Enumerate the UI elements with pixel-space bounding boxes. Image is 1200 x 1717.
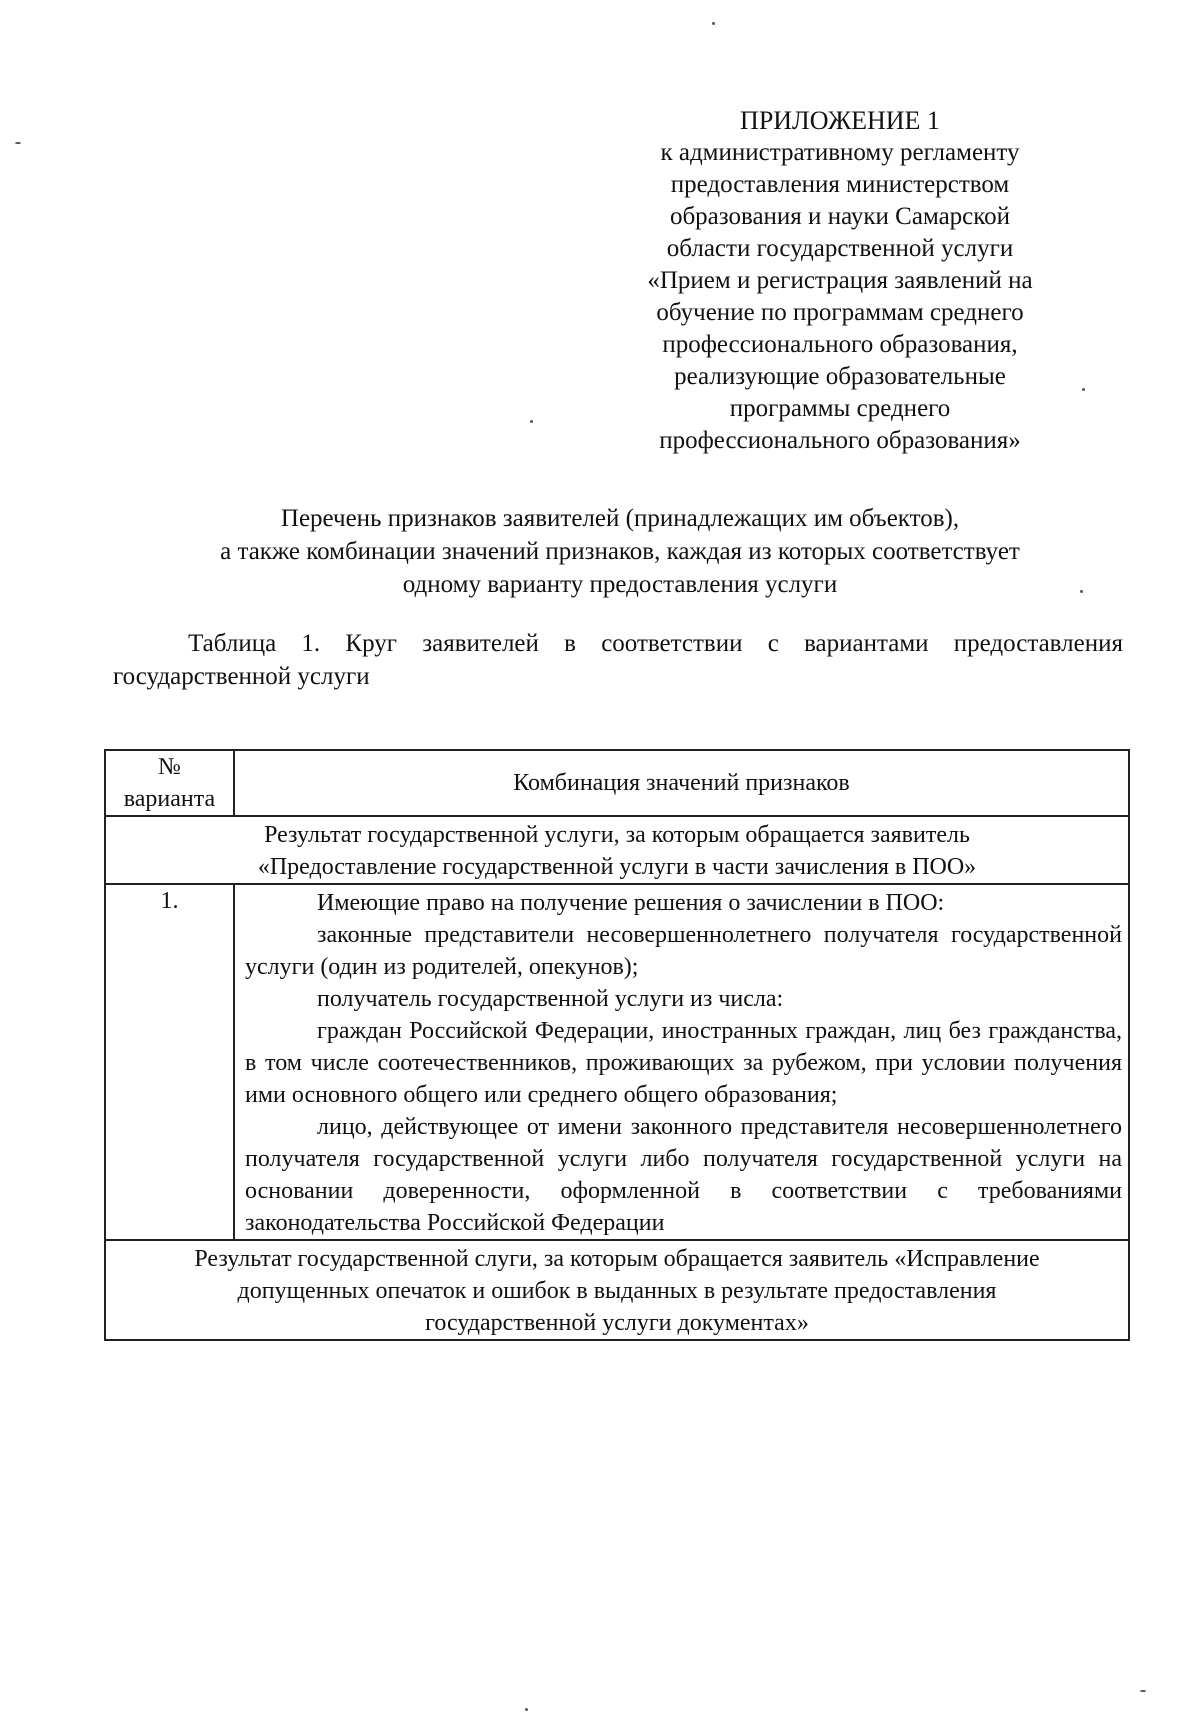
section-row-enrollment xyxy=(105,816,1129,884)
title-line: Перечень признаков заявителей (принадлежащих им объектов), xyxy=(280,505,960,532)
section-corrections-cell xyxy=(105,1240,1129,1340)
combination-paragraph: Имеющие право на получение решения о зачислении в ПОО: xyxy=(317,890,945,916)
appendix-line: реализующие образовательные xyxy=(674,363,1006,390)
appendix-line: обучение по программам среднего xyxy=(656,299,1024,326)
title-line: одному варианту предоставления услуги xyxy=(402,571,838,598)
appendix-line: области государственной услуги xyxy=(666,235,1014,262)
table-header-row xyxy=(105,750,1129,816)
combination-paragraph: граждан Российской Федерации, иностранных граждан, лиц без гражданства, в том числе соотечественников, проживающих за рубежом, при условии получения ими основного общего или среднего общего образования; xyxy=(245,1018,1122,1108)
combination-paragraph: получатель государственной услуги из числа: xyxy=(317,986,784,1012)
scan-speck xyxy=(1082,388,1085,391)
scan-speck xyxy=(712,22,715,25)
combination-paragraph: лицо, действующее от имени законного представителя несовершеннолетнего получателя государственной услуги либо получателя государственной услуги на основании доверенности, оформленной в соответствии с требованиями законодательства Российской Федерации xyxy=(245,1114,1122,1236)
header-num-symbol: № xyxy=(158,754,181,780)
document-title xyxy=(100,502,1140,601)
table-caption xyxy=(113,627,1123,693)
variant-number-cell: 1. xyxy=(105,884,234,1240)
appendix-line: «Прием и регистрация заявлений на xyxy=(647,267,1033,294)
scan-speck xyxy=(15,142,21,144)
section-line: «Предоставление государственной услуги в части зачисления в ПОО» xyxy=(257,854,977,880)
caption-line-2: государственной услуги xyxy=(113,663,370,690)
scan-speck xyxy=(1140,1690,1146,1692)
appendix-line: программы среднего xyxy=(729,395,951,422)
section-row-corrections xyxy=(105,1240,1129,1340)
appendix-line: к административному регламенту xyxy=(660,139,1020,166)
appendix-heading: ПРИЛОЖЕНИЕ 1 xyxy=(740,106,940,135)
variants-table xyxy=(104,749,1130,1341)
appendix-line: образования и науки Самарской xyxy=(669,203,1011,230)
combination-cell xyxy=(234,884,1129,1240)
scan-speck xyxy=(525,1708,528,1711)
header-num-label: варианта xyxy=(123,786,216,812)
title-line: а также комбинации значений признаков, каждая из которых соответствует xyxy=(220,538,1020,565)
appendix-line: профессионального образования» xyxy=(659,427,1021,454)
scan-speck xyxy=(1080,590,1083,593)
section-line: Результат государственной услуги, за которым обращается заявитель xyxy=(264,822,970,848)
section-line: государственной услуги документах» xyxy=(425,1310,809,1336)
appendix-line: предоставления министерством xyxy=(670,171,1010,198)
section-enrollment-cell xyxy=(105,816,1129,884)
caption-line-1: Таблица 1. Круг заявителей в соответствии с вариантами предоставления xyxy=(188,630,1123,657)
section-line: допущенных опечаток и ошибок в выданных в результате предоставления xyxy=(237,1278,997,1304)
section-line: Результат государственной слуги, за которым обращается заявитель «Исправление xyxy=(194,1246,1040,1272)
combination-paragraph: законные представители несовершеннолетнего получателя государственной услуги (один из родителей, опекунов); xyxy=(245,922,1122,980)
header-combination: Комбинация значений признаков xyxy=(234,750,1129,816)
appendix-line: профессионального образования, xyxy=(662,331,1018,358)
scan-speck xyxy=(530,420,533,423)
table-row xyxy=(105,884,1129,1240)
appendix-block xyxy=(620,105,1060,457)
header-variant-number xyxy=(105,750,234,816)
